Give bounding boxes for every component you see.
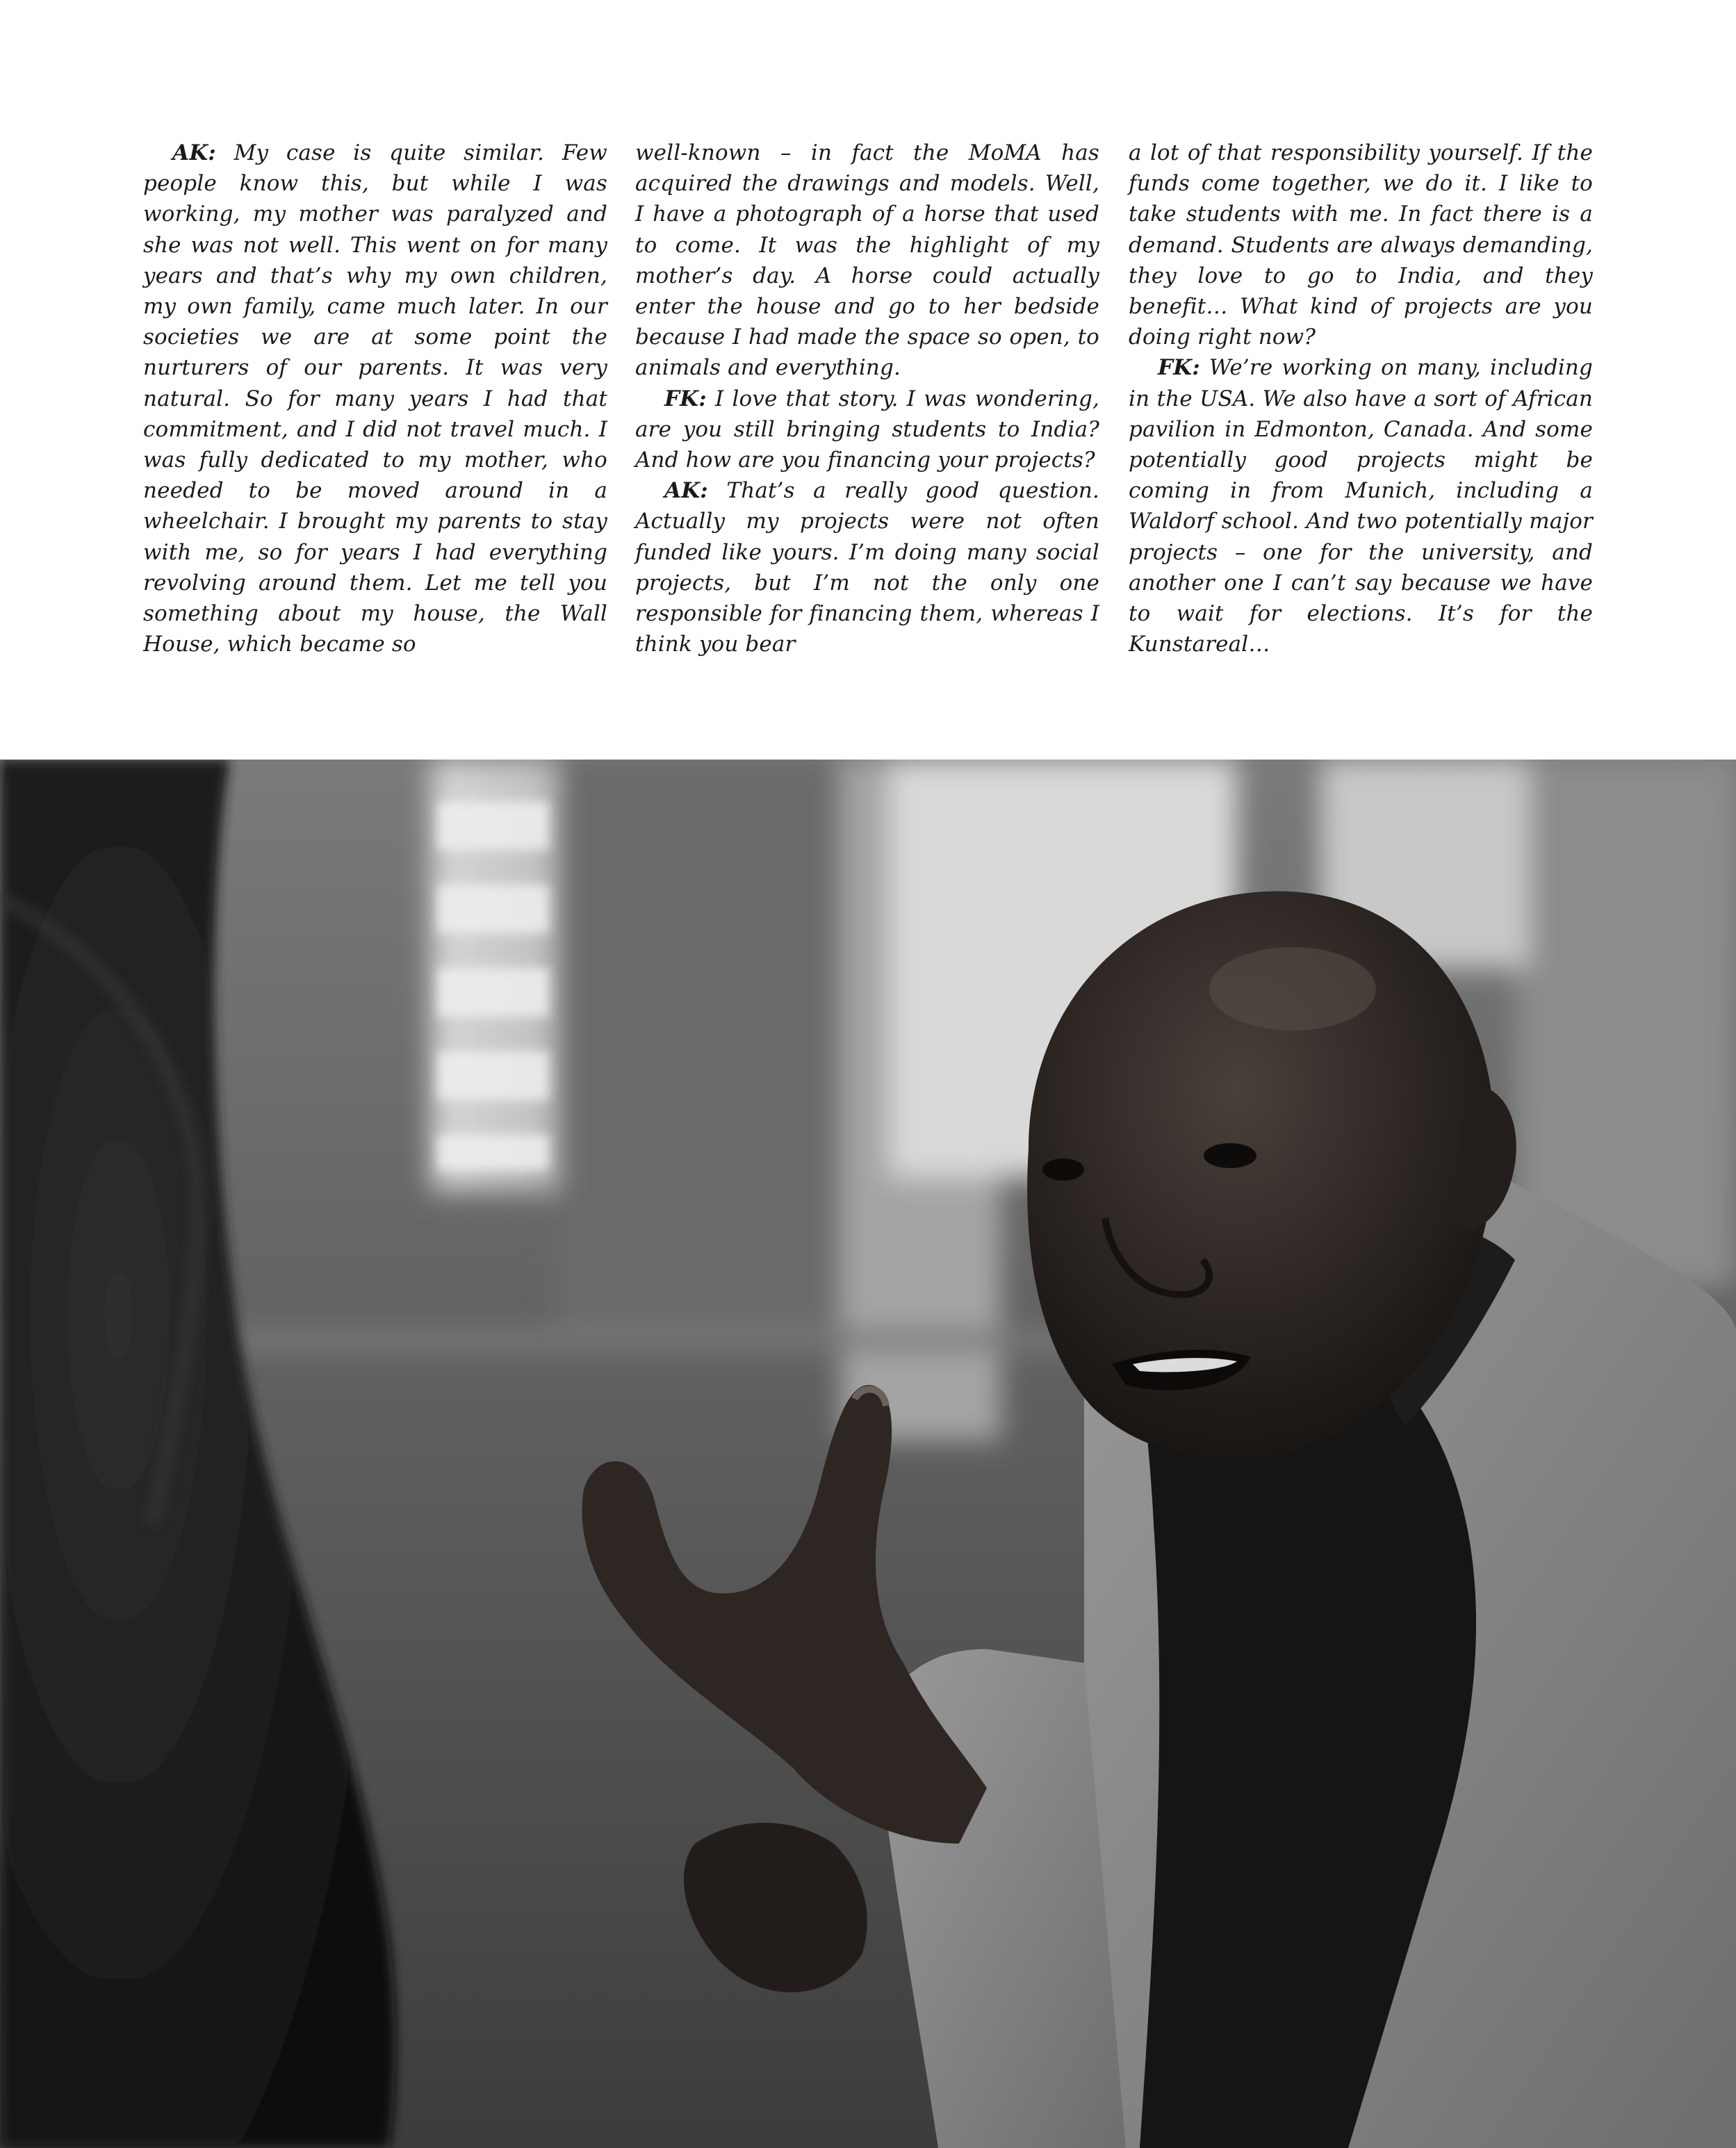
speaker-label: FK: [1158, 355, 1200, 381]
portrait-photo [0, 760, 1736, 2148]
paragraph-text: I love that story. I was wondering, are you still bringing students to India? And how are you financing your projects? [635, 386, 1099, 473]
paragraph-text: That’s a really good question. Actually my projects were not often funded like yours. I’m doing many social projects, but I’m not the only one responsible for financing them, whereas I think you bear [635, 478, 1099, 657]
paragraph-text: a lot of that responsibility yourself. If the funds come together, we do it. I like to take students with me. In fact there is a demand. Students are always demanding, they love to go to India, and they benefit… What kind of projects are you doing right now? [1129, 140, 1593, 350]
paragraph [635, 138, 1099, 384]
portrait-photo-icon [0, 760, 1736, 2148]
paragraph [635, 475, 1099, 659]
paragraph [635, 384, 1099, 476]
paragraph-text: My case is quite similar. Few people know this, but while I was working, my mother was paralyzed and she was not well. This went on for many years and that’s why my own children, my own family, came much later. In our societies we are at some point the nurturers of our parents. It was very natural. So for many years I had that commitment, and I did not travel much. I was fully dedicated to my mother, who needed to be moved around in a wheelchair. I brought my parents to stay with me, so for years I had everything revolving around them. Let me tell you something about my house, the Wall House, which became so [143, 140, 607, 657]
speaker-label: AK: [664, 478, 708, 504]
paragraph [1129, 352, 1593, 659]
paragraph-text: well-known – in fact the MoMA has acquired the drawings and models. Well, I have a photograph of a horse that used to come. It was the highlight of my mother’s day. A horse could actually enter the house and go to her bedside because I had made the space so open, to animals and everything. [635, 140, 1099, 381]
speaker-label: FK: [664, 386, 707, 411]
paragraph [143, 138, 607, 659]
text-column-2 [635, 138, 1099, 659]
speaker-label: AK: [172, 140, 216, 165]
paragraph-text: We’re working on many, including in the USA. We also have a sort of African pavilion in Edmonton, Canada. And some potentially good projects might be coming in from Munich, including a Waldorf school. And two potentially major projects – one for the university, and another one I can’t say because we have to wait for elections. It’s for the Kunstareal… [1129, 355, 1593, 657]
paragraph [1129, 138, 1593, 352]
text-column-3 [1129, 138, 1593, 659]
text-column-1 [143, 138, 607, 659]
article-body [0, 0, 1736, 760]
